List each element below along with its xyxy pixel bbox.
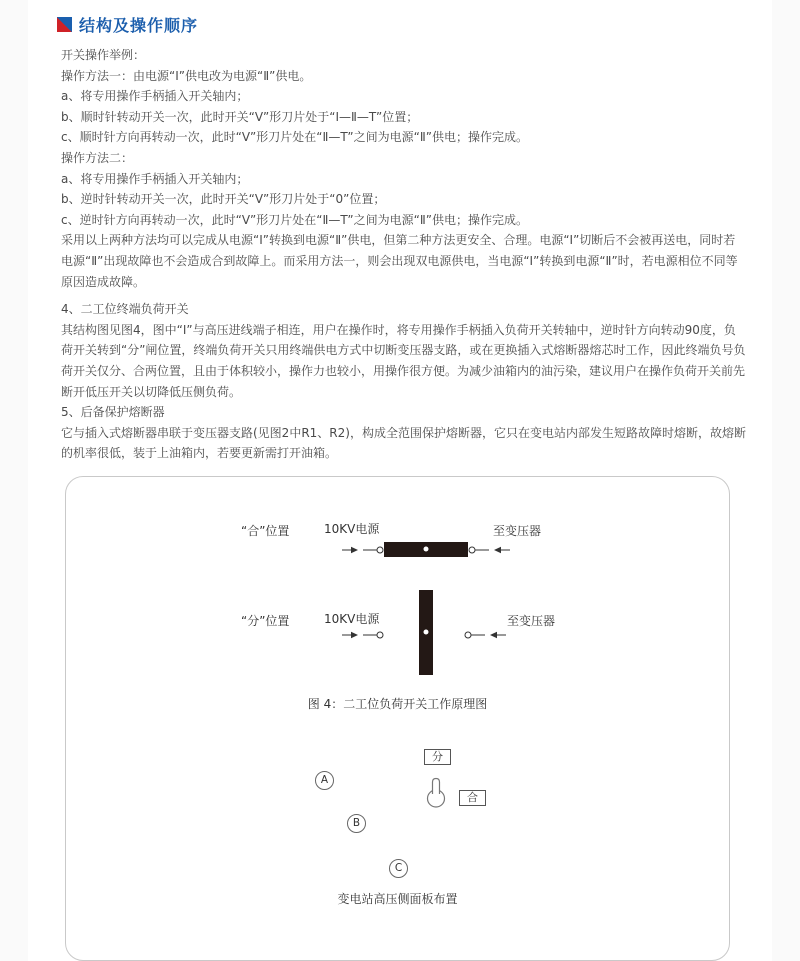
paragraph: a、将专用操作手柄插入开关轴内； — [61, 89, 249, 104]
paragraph: 开关操作举例： — [61, 48, 146, 62]
body-text — [61, 45, 747, 464]
paragraph: 采用以上两种方法均可以完成从电源“Ⅰ”转换到电源“Ⅱ”供电，但第二种方法更安全、合理。电源“Ⅰ”切断后不会被再送电，同时若电源“Ⅱ”出现故障也不会造成合到故障上。而采用方法一，则会出现双电源供电，当电源“Ⅰ”转换到电源“Ⅱ”时，若电源相位不同等原因造成故障。 — [61, 233, 738, 289]
section-header — [28, 0, 772, 36]
pivot-dot — [424, 547, 429, 552]
panel-close-tag: 合 — [459, 790, 486, 806]
point-a-marker: A — [315, 771, 334, 790]
closed-load-label: 至变压器 — [493, 523, 542, 538]
paragraph: a、将专用操作手柄插入开关轴内； — [61, 171, 249, 186]
figure-caption: 图 4：二工位负荷开关工作原理图 — [307, 696, 488, 711]
section-title: 结构及操作顺序 — [79, 16, 199, 35]
paragraph: b、顺时针转动开关一次，此时开关“V”形刀片处于“Ⅰ—Ⅱ—T”位置； — [61, 109, 419, 124]
paragraph: 其结构图见图4，图中“Ⅰ”与高压进线端子相连，用户在操作时，将专用操作手柄插入负荷开关转轴中，逆时针方向转动90度，负荷开关转到“分”闸位置，终端负荷开关只用终端供电方式中切断变压器支路，或在更换插入式熔断器熔芯时工作，因此终端负号负荷开关仅分、合两位置，且由于体积较小，操作力也较小，用操作很方便。为减少油箱内的油污染，建议用户在操作负荷开关前先断开低压开关以切降低压侧负荷。 — [61, 322, 746, 399]
load-arrow-connector-icon — [468, 545, 510, 555]
paragraph: b、逆时针转动开关一次，此时开关“V”形刀片处于“0”位置； — [61, 192, 386, 207]
closed-position-label: “合”位置 — [241, 523, 290, 538]
pivot-dot — [424, 630, 429, 635]
open-source-label: 10KV电源 — [324, 611, 380, 626]
paragraph: 操作方法一：由电源“Ⅰ”供电改为电源“Ⅱ”供电。 — [61, 68, 312, 83]
open-position-label: “分”位置 — [241, 613, 290, 628]
subsection-heading-4: 4、二工位终端负荷开关 — [61, 302, 189, 317]
subsection-heading-5: 5、后备保护熔断器 — [61, 405, 165, 420]
open-load-label: 至变压器 — [507, 613, 556, 628]
manual-page — [28, 0, 772, 961]
point-c-marker: C — [389, 859, 408, 878]
panel-open-tag: 分 — [424, 749, 451, 765]
switch-blade-closed — [384, 542, 468, 557]
closed-source-label: 10KV电源 — [324, 521, 380, 536]
paragraph: 它与插入式熔断器串联于变压器支路(见图2中R1、R2)，构成全范围保护熔断器，它只在变电站内部发生短路故障时熔断，故熔断的机率很低，装于上油箱内，若要更新需打开油箱。 — [61, 425, 746, 461]
paragraph: c、顺时针方向再转动一次，此时“V”形刀片处在“Ⅱ—T”之间为电源“Ⅱ”供电；操作完成。 — [61, 130, 528, 145]
paragraph: c、逆时针方向再转动一次，此时“V”形刀片处在“Ⅱ—T”之间为电源“Ⅱ”供电；操作完成。 — [61, 212, 528, 227]
operating-handle-icon — [426, 777, 446, 808]
figure-box — [65, 476, 730, 961]
switch-blade-open — [419, 590, 433, 675]
section-marker-icon — [57, 17, 72, 32]
load-arrow-connector-icon — [464, 630, 506, 640]
panel-caption: 变电站高压侧面板布置 — [337, 891, 458, 906]
point-b-marker: B — [347, 814, 366, 833]
source-arrow-connector-icon — [342, 545, 384, 555]
source-arrow-connector-icon — [342, 630, 384, 640]
paragraph: 操作方法二： — [61, 150, 134, 165]
